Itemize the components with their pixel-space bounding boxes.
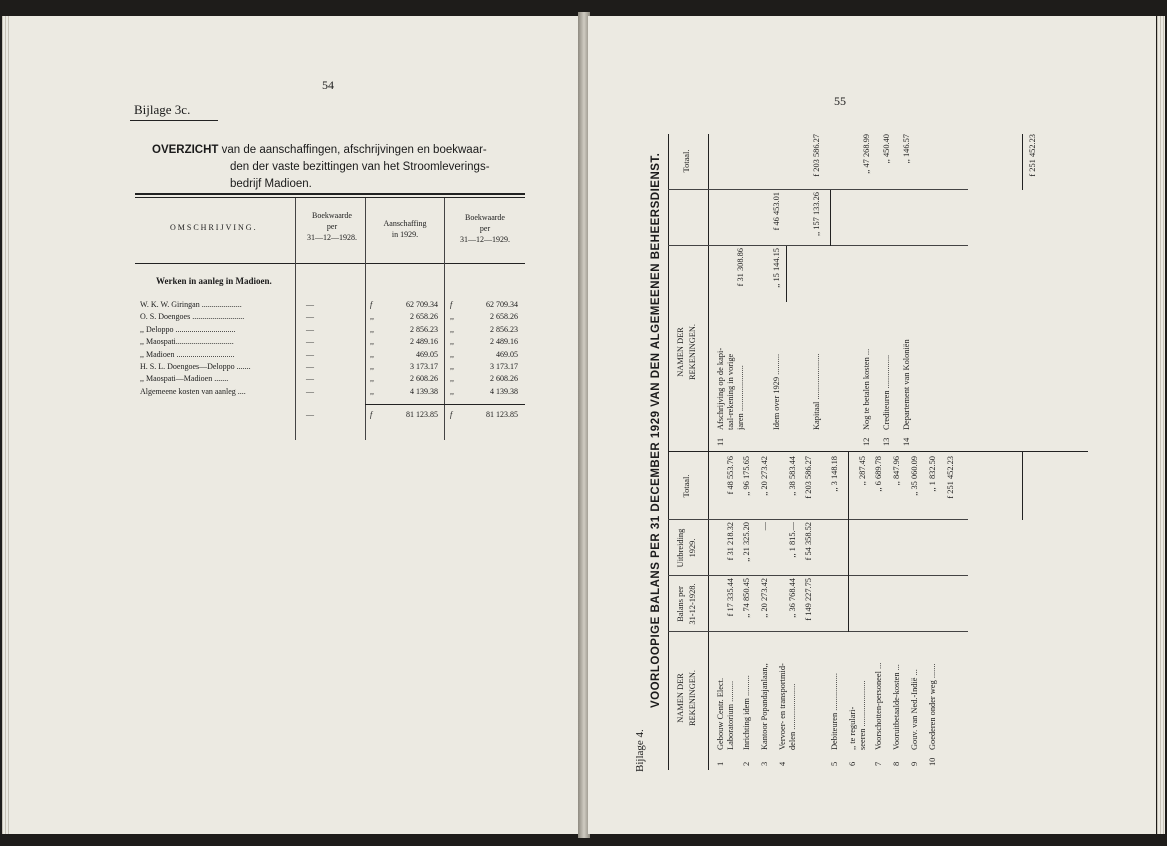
debit-row-name: Kantoor Popandajanlaan,, [760,663,769,750]
row-currency-2: ,, [450,337,454,347]
row-name: O. S. Doengoes .......................... [140,312,245,322]
sheet-top-rule [668,134,669,770]
row-book-value-start: — [306,349,314,359]
row-currency-2: ,, [450,349,454,359]
credit-row-name: Idem over 1929 .......... [772,353,781,430]
debit-row-total: f 251 452.23 [946,456,955,499]
debit-row-number: 2 [742,761,751,766]
credit-row-subtotal: f 46 453.01 [772,192,781,231]
credit-row-total: f 251 452.23 [1028,134,1037,177]
row-book-value-end: 62 709.34 [486,300,518,309]
debit-row-number: 3 [760,761,769,766]
sheet-header-rule [708,134,709,770]
header-purchases-2: in 1929. [391,230,419,239]
table-header-rule [135,263,525,264]
col-bal-divider [668,631,968,632]
table-top-rule [135,193,525,195]
row-book-value-start: — [306,386,314,396]
row-purchase: 2 489.16 [410,337,438,347]
row-book-value-end: 3 173.17 [490,362,518,371]
header-balance-2: 31-12-1928. [688,583,697,625]
debit-row-number: 8 [892,761,901,766]
appendix-label: Bijlage 3c. [134,102,191,117]
credit-sub-rule-2 [830,190,831,246]
debit-row-number: 7 [874,761,883,766]
debit-row-name: ,, te regulari- [848,706,857,750]
table-top-rule-thin [135,197,525,198]
debit-row-total: ,, 96 175.65 [742,456,751,496]
debit-row-name: Debiteuren .................. [830,673,839,750]
row-purchase: 3 173.17 [410,362,438,371]
row-book-value-end: 2 489.16 [490,337,518,347]
debit-row-number: 5 [830,761,839,766]
col-exp-divider [668,575,968,576]
debit-row-total: f 203 586.27 [804,456,813,499]
header-purchases-1: Aanschaffing [383,219,427,228]
row-currency-1: ,, [370,362,374,371]
debit-row-total: f 48 553.76 [726,456,735,495]
debit-row-total: ,, 35 060.09 [910,456,919,496]
debit-row-name: Inrichting idem .......... [742,675,751,750]
debit-row-total: ,, 38 583.44 [788,456,797,496]
total-start: — [306,410,314,419]
header-book-value-start-1: Boekwaarde [312,211,352,220]
title-bold: OVERZICHT [152,144,219,156]
debit-row-total: ,, 287.45 [858,456,867,486]
debit-row-name: Voorschotten-personeel ... [874,662,883,750]
header-total2: Totaal. [682,149,691,173]
document-title-line-1 [152,144,487,156]
credit-row-name: Nog te betalen kosten ... [862,348,871,430]
header-names-1: NAMEN DER [676,673,685,723]
debit-row-name: Gouv. van Ned.-Indië ... [910,669,919,750]
row-book-value-start: — [306,324,314,334]
row-name: H. S. L. Doengoes—Deloppo ....... [140,362,251,371]
credit-row-name-3: jaren ...................... [736,365,745,430]
row-currency-1: ,, [370,386,374,396]
debit-row-balance: ,, 74 850.45 [742,578,751,618]
row-name: ,, Maospati—Madioen ....... [140,374,229,384]
appendix-underline [130,120,218,121]
row-book-value-end: 2 856.23 [490,324,518,334]
left-page [10,16,581,834]
debit-row-name-2: Laboratorium .......... [726,680,735,750]
header-balance-1: Balans per [676,586,685,622]
row-name: W. K. W. Giringan .................... [140,300,242,309]
row-purchase: 2 608.26 [410,374,438,384]
debit-row-balance: ,, 36 768.44 [788,578,797,618]
credit-row-name: Kapitaal ...................... [812,353,821,430]
debit-row-expenditure: — [760,522,769,531]
row-currency-1: ,, [370,337,374,347]
left-page-edges [2,16,10,834]
row-purchase: 469.05 [416,349,438,359]
credit-row-total: ,, 146.57 [902,134,911,164]
col-credit-tot-divider [668,189,968,190]
row-book-value-start: — [306,337,314,347]
row-name: ,, Madioen ............................. [140,349,235,359]
credit-row-number: 12 [862,437,871,446]
document-title-line-2: den der vaste bezittingen van het Stroomleverings- [230,161,490,173]
row-book-value-end: 2 608.26 [490,374,518,384]
row-purchase: 2 658.26 [410,312,438,322]
right-page-edges [1157,16,1165,834]
row-currency-2: ,, [450,386,454,396]
row-currency-2: ,, [450,324,454,334]
header-names2-1: NAMEN DER [676,327,685,377]
row-purchase: 2 856.23 [410,324,438,334]
debit-row-balance: f 17 335.44 [726,578,735,617]
debit-row-name: Vervoer- en transportmid- [778,663,787,750]
credit-row-number: 14 [902,437,911,446]
row-purchase: 4 139.38 [410,386,438,396]
debit-row-total: ,, 3 148.18 [830,456,839,492]
credit-row-amount: f 31 308.86 [736,248,745,287]
debit-row-total: ,, 847.96 [892,456,901,486]
credit-row-total: ,, 47 268.99 [862,134,871,174]
debit-row-number: 9 [910,761,919,766]
row-currency-1: ,, [370,349,374,359]
debit-row-number: 4 [778,761,787,766]
credit-row-number: 13 [882,437,891,446]
debit-row-expenditure: ,, 21 325.20 [742,522,751,562]
row-currency-1: f [370,300,373,309]
row-book-value-end: 2 658.26 [490,312,518,322]
col-divider-1 [295,198,296,440]
row-name: ,, Deloppo .............................. [140,324,236,334]
credit-row-name: Crediteuren ................ [882,354,891,430]
row-book-value-end: 469.05 [496,349,518,359]
credit-row-amount: ,, 15 144.15 [772,248,781,288]
debit-row-balance: f 149 227.75 [804,578,813,621]
row-purchase: 62 709.34 [406,300,438,309]
balance-title: VOORLOOPIGE BALANS PER 31 DECEMBER 1929 VAN DEN ALGEMEENEN BEHEERSDIENST. [650,152,662,708]
debit-row-name: Gebouw Centr. Elect. [716,677,725,750]
debit-total-rule [1022,452,1023,520]
row-book-value-start: — [306,300,314,309]
page-number: 54 [322,78,334,92]
debit-row-name-2: delen ...................... [788,683,797,750]
row-book-value-start: — [306,374,314,384]
credit-sub-rule [786,246,787,302]
row-currency-2: f [450,300,453,309]
debit-row-name: Vooruitbetaalde-kosten ... [892,664,901,750]
row-currency-1: ,, [370,324,374,334]
row-book-value-end: 4 139.38 [490,386,518,396]
debit-row-name: Goederen onder weg ....... [928,663,937,750]
credit-row-name-2: taal-rekening in vorige [726,353,735,430]
debit-row-expenditure: f 54 358.52 [804,522,813,561]
sum-rule [365,404,525,405]
total-end: 81 123.85 [486,410,518,419]
header-book-value-end-3: 31—12—1929. [460,235,510,244]
header-book-value-end-2: per [479,224,491,233]
debit-row-number: 1 [716,761,725,766]
right-page [588,16,1156,834]
header-description: OMSCHRIJVING. [170,223,258,232]
header-total: Totaal. [682,474,691,498]
row-book-value-start: — [306,362,314,371]
appendix-label-right: Bijlage 4. [634,729,646,772]
total-currency-1: f [370,410,373,419]
header-book-value-start-2: per [326,222,338,231]
title-rest: van de aanschaffingen, afschrijvingen en boekwaar- [218,144,487,156]
credit-total-rule [1022,134,1023,190]
credit-row-subtotal: ,, 157 133.26 [812,192,821,236]
col-tot-divider [668,519,968,520]
page-number-right: 55 [834,94,846,108]
row-name: ,, Maospati............................. [140,337,234,347]
debit-row-expenditure: f 31 218.32 [726,522,735,561]
row-currency-1: ,, [370,374,374,384]
rotated-balance-sheet [622,132,1102,772]
credit-row-number: 11 [716,437,725,446]
debit-row-number: 10 [928,757,937,766]
debit-row-total: ,, 20 273.42 [760,456,769,496]
debit-row-balance: ,, 20 273.42 [760,578,769,618]
row-currency-2: ,, [450,312,454,322]
section-title: Werken in aanleg in Madioen. [156,276,272,286]
debit-row-total: ,, 1 832.50 [928,456,937,492]
header-book-value-start-3: 31—12—1928. [307,233,357,242]
row-book-value-start: — [306,312,314,322]
header-names-2: REKENINGEN. [688,669,697,727]
header-expenditure-2: 1929. [688,538,697,558]
debit-row-expenditure: ,, 1 815.— [788,522,797,558]
document-title-line-3: bedrijf Madioen. [230,178,312,190]
credit-row-total: ,, 450.40 [882,134,891,164]
header-book-value-end-1: Boekwaarde [465,213,505,222]
debit-row-name-2: seeren ...................... [858,680,867,750]
center-divider [668,451,1088,452]
total-currency-2: f [450,410,453,419]
header-names2-2: REKENINGEN. [688,323,697,381]
debit-subtotal-rule [848,452,849,632]
row-currency-1: ,, [370,312,374,322]
col-credit-a-divider [668,245,968,246]
row-currency-2: ,, [450,362,454,371]
debit-row-total: ,, 6 689.78 [874,456,883,492]
credit-row-name: Departement van Koloniën [902,339,911,430]
debit-row-number: 6 [848,761,857,766]
credit-row-name: Afschrijving op de kapi- [716,347,725,430]
credit-row-total: f 203 586.27 [812,134,821,177]
row-currency-2: ,, [450,374,454,384]
row-name: Algemeene kosten van aanleg .... [140,386,246,396]
total-purchase: 81 123.85 [406,410,438,419]
header-expenditure-1: Uitbreiding [676,528,685,568]
